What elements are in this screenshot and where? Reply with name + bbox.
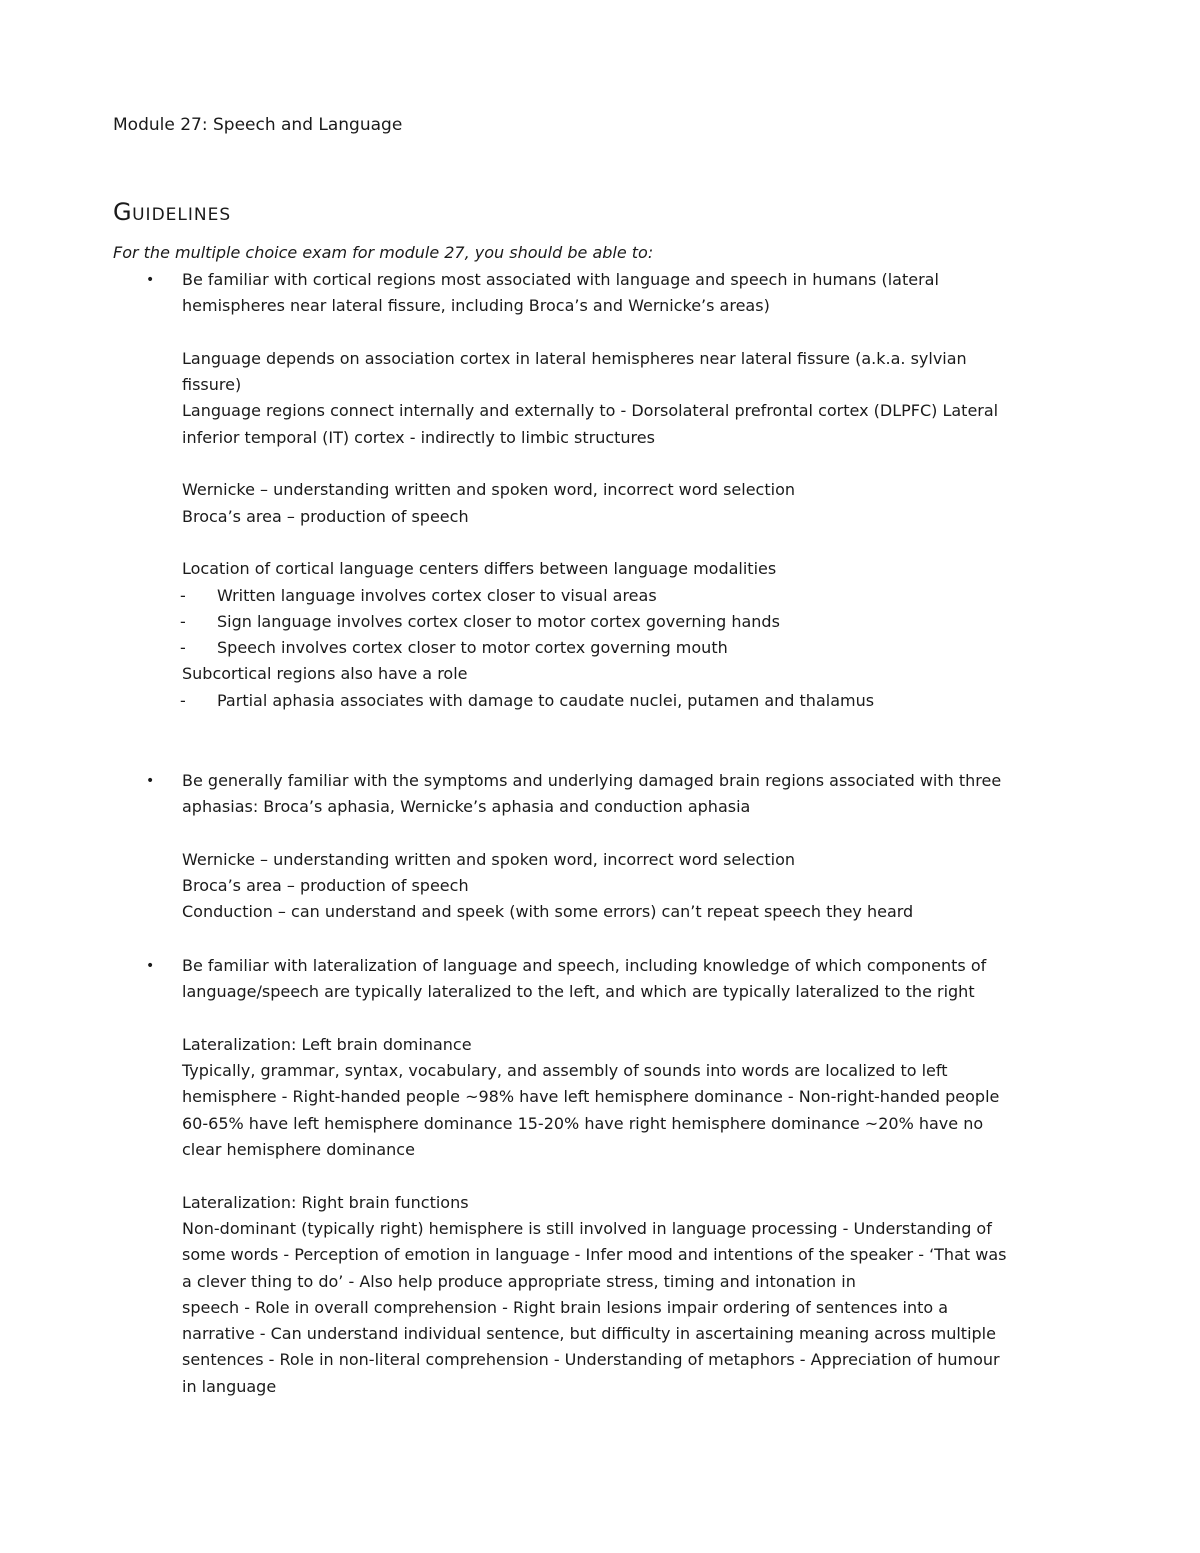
- guideline-1: [182, 267, 1102, 714]
- guideline-text: language/speech are typically lateralized to the left, and which are typically lateralized to the right: [182, 982, 975, 1002]
- dash-marker: -: [180, 690, 186, 710]
- note-line: speech - Role in overall comprehension - Right brain lesions impair ordering of sentences into a: [182, 1297, 949, 1317]
- list-item: - Sign language involves cortex closer to motor cortex governing hands: [182, 609, 1102, 635]
- note-line: Language depends on association cortex in lateral hemispheres near lateral fissure (a.k.a. sylvian: [182, 348, 967, 368]
- note-line: Wernicke – understanding written and spoken word, incorrect word selection: [182, 849, 795, 869]
- guideline-3: [182, 953, 1102, 1400]
- document-title: Module 27: Speech and Language: [113, 115, 403, 135]
- list-item: - Partial aphasia associates with damage to caudate nuclei, putamen and thalamus: [182, 688, 1102, 714]
- note-line: in language: [182, 1376, 277, 1396]
- guideline-text: Be familiar with cortical regions most associated with language and speech in humans (lateral: [182, 270, 939, 289]
- note-heading: Location of cortical language centers differs between language modalities: [182, 559, 777, 579]
- note-heading: Lateralization: Left brain dominance: [182, 1034, 472, 1054]
- list-item: - Speech involves cortex closer to motor cortex governing mouth: [182, 635, 1102, 661]
- guideline-text: aphasias: Broca’s aphasia, Wernicke’s aphasia and conduction aphasia: [182, 797, 751, 817]
- note-line: 60-65% have left hemisphere dominance 15-20% have right hemisphere dominance ~20% have no: [182, 1113, 984, 1133]
- note-line: Non-dominant (typically right) hemisphere is still involved in language processing - Understanding of: [182, 1218, 992, 1238]
- list-item: - Written language involves cortex closer to visual areas: [182, 583, 1102, 609]
- note-line: Broca’s area – production of speech: [182, 876, 469, 896]
- note-line: some words - Perception of emotion in language - Infer mood and intentions of the speaker - ‘That was: [182, 1245, 1007, 1265]
- dash-marker: -: [180, 638, 186, 658]
- bullet-marker: •: [146, 272, 155, 288]
- guideline-2: [182, 768, 1102, 926]
- note-heading: Subcortical regions also have a role: [182, 664, 468, 684]
- guideline-text: Be familiar with lateralization of language and speech, including knowledge of which components of: [182, 956, 987, 975]
- dash-marker: -: [180, 611, 186, 631]
- note-line: Language regions connect internally and externally to - Dorsolateral prefrontal cortex (DLPFC) Lateral: [182, 401, 999, 421]
- heading-initial: G: [113, 198, 133, 226]
- intro-text: For the multiple choice exam for module 27, you should be able to:: [113, 243, 654, 262]
- guideline-text: hemispheres near lateral fissure, including Broca’s and Wernicke’s areas): [182, 296, 770, 316]
- heading-rest: UIDELINES: [132, 205, 232, 225]
- note-line: hemisphere - Right-handed people ~98% have left hemisphere dominance - Non-right-handed people: [182, 1087, 1000, 1107]
- note-line: narrative - Can understand individual sentence, but difficulty in ascertaining meaning across multiple: [182, 1324, 996, 1344]
- note-line: Broca’s area – production of speech: [182, 506, 469, 526]
- note-line: sentences - Role in non-literal comprehension - Understanding of metaphors - Appreciation of humour: [182, 1350, 1000, 1370]
- note-line: a clever thing to do’ - Also help produce appropriate stress, timing and intonation in: [182, 1271, 856, 1291]
- note-line: Typically, grammar, syntax, vocabulary, and assembly of sounds into words are localized to left: [182, 1061, 948, 1081]
- bullet-marker: •: [146, 773, 155, 789]
- note-line: inferior temporal (IT) cortex - indirectly to limbic structures: [182, 427, 655, 447]
- note-line: clear hemisphere dominance: [182, 1140, 415, 1160]
- note-line: Conduction – can understand and speek (with some errors) can’t repeat speech they heard: [182, 902, 914, 922]
- note-line: fissure): [182, 375, 242, 395]
- dash-marker: -: [180, 585, 186, 605]
- guideline-text: Be generally familiar with the symptoms and underlying damaged brain regions associated with three: [182, 771, 1002, 790]
- note-line: Wernicke – understanding written and spoken word, incorrect word selection: [182, 480, 795, 500]
- section-heading: [113, 196, 231, 231]
- note-heading: Lateralization: Right brain functions: [182, 1192, 469, 1212]
- bullet-marker: •: [146, 958, 155, 974]
